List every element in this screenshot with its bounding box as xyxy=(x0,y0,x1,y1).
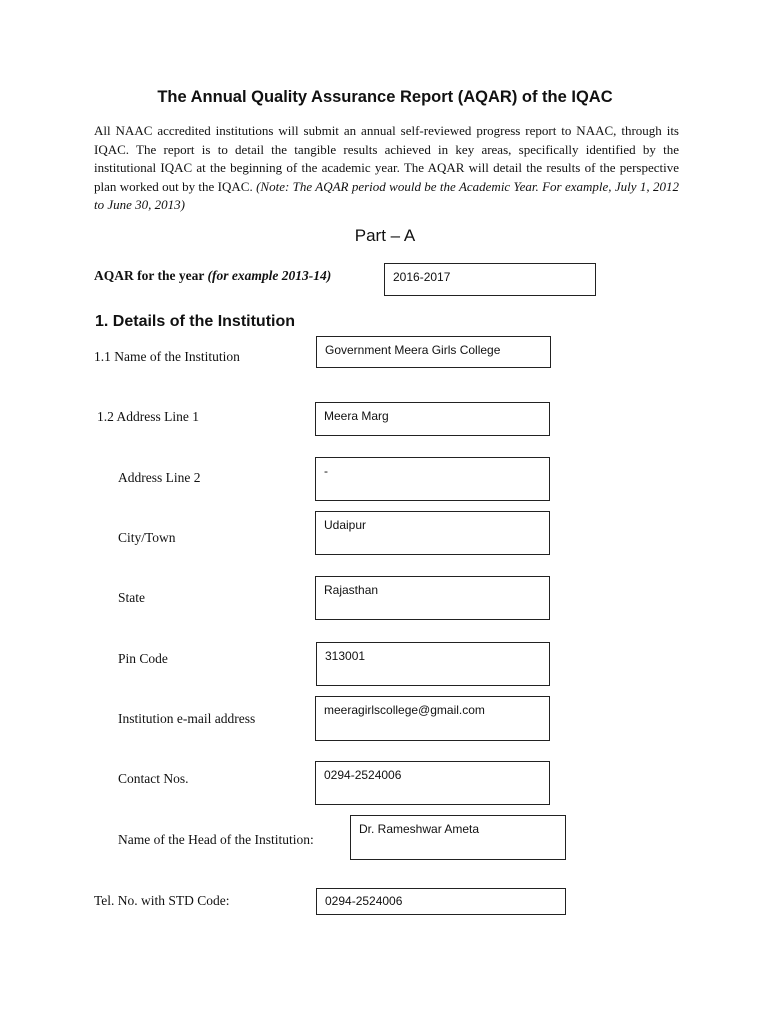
aqar-year-example: (for example 2013-14) xyxy=(207,268,332,283)
contact-field[interactable]: 0294-2524006 xyxy=(315,761,550,805)
city-field[interactable]: Udaipur xyxy=(315,511,550,555)
aqar-year-label-text: AQAR for the year xyxy=(94,268,208,283)
address-line1-label: 1.2 Address Line 1 xyxy=(97,409,199,424)
institution-name-field[interactable]: Government Meera Girls College xyxy=(316,336,551,368)
head-label: Name of the Head of the Institution: xyxy=(118,832,314,847)
tel-label: Tel. No. with STD Code: xyxy=(94,893,230,908)
section-heading: 1. Details of the Institution xyxy=(95,313,296,330)
head-field[interactable]: Dr. Rameshwar Ameta xyxy=(350,815,566,860)
email-label: Institution e-mail address xyxy=(118,711,256,726)
aqar-year-label xyxy=(94,268,331,284)
part-heading: Part – A xyxy=(354,226,416,245)
address-line1-field[interactable]: Meera Marg xyxy=(315,402,550,436)
pin-code-label: Pin Code xyxy=(118,651,168,666)
city-label: City/Town xyxy=(118,530,176,545)
report-title: The Annual Quality Assurance Report (AQAR) of the IQAC xyxy=(157,88,613,106)
state-field[interactable]: Rajasthan xyxy=(315,576,550,620)
intro-text: All NAAC accredited institutions will submit an annual self-reviewed progress report to NAAC, through its IQAC. The report is to detail the tangible results achieved in key areas, specifically identified by the institutional IQAC at the beginning of the academic year. The AQAR will detail the results of the perspective plan worked out by the IQAC. xyxy=(94,123,679,194)
address-line2-field[interactable]: - xyxy=(315,457,550,501)
tel-field[interactable]: 0294-2524006 xyxy=(316,888,566,915)
institution-name-label: 1.1 Name of the Institution xyxy=(94,349,240,364)
intro-paragraph xyxy=(94,122,679,215)
address-line2-label: Address Line 2 xyxy=(118,470,201,485)
intro-note: (Note: The AQAR period would be the Academic Year. For example, July 1, 2012 to June 30, 2013) xyxy=(94,178,680,213)
pin-code-field[interactable]: 313001 xyxy=(316,642,550,686)
state-label: State xyxy=(118,590,145,605)
email-field[interactable]: meeragirlscollege@gmail.com xyxy=(315,696,550,741)
aqar-year-field[interactable]: 2016-2017 xyxy=(384,263,596,296)
contact-label: Contact Nos. xyxy=(118,771,189,786)
